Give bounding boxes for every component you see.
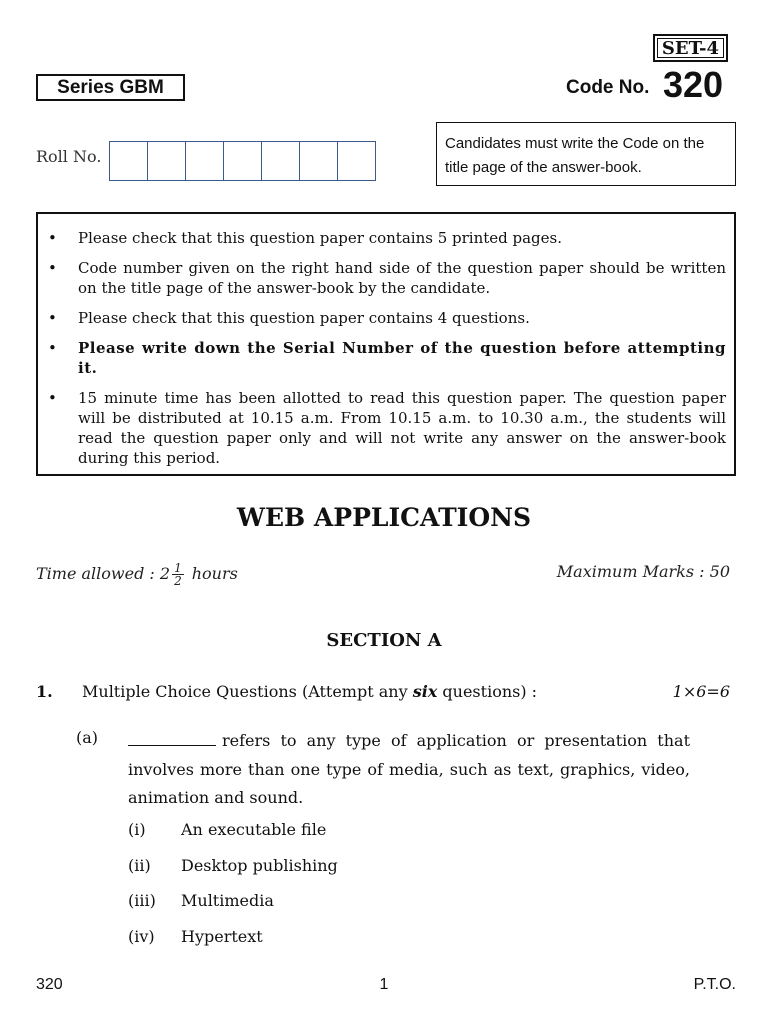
instruction-text: Code number given on the right hand side of the question paper should be written on the title page of the answer-book by the candidate.: [78, 259, 726, 297]
instruction-item: [46, 308, 726, 328]
instruction-text: Please write down the Serial Number of the question before attempting it.: [78, 339, 726, 377]
instructions-box: [36, 212, 736, 476]
roll-cell: [109, 141, 148, 181]
question-text-end: questions) :: [437, 682, 538, 701]
footer-code: 320: [36, 976, 63, 993]
pto-label: P.T.O.: [693, 976, 736, 993]
subquestion-text: [128, 727, 690, 813]
code-label: Code No.: [566, 77, 650, 98]
time-allowed: [36, 562, 238, 587]
option-number: (iv): [128, 927, 155, 946]
bullet: •: [48, 389, 57, 407]
roll-number-boxes: [110, 141, 376, 181]
option-text: Desktop publishing: [181, 856, 338, 875]
set-label: SET-4: [653, 34, 728, 62]
instruction-item: [46, 228, 726, 248]
option-number: (i): [128, 820, 146, 839]
option-number: (ii): [128, 856, 151, 875]
bullet: •: [48, 229, 57, 247]
subquestion-label: (a): [76, 728, 99, 747]
roll-cell: [261, 141, 300, 181]
instruction-item: [46, 388, 726, 468]
roll-cell: [299, 141, 338, 181]
exam-title: WEB APPLICATIONS: [236, 503, 532, 532]
instruction-item: [46, 258, 726, 298]
instructions-list: [46, 228, 726, 468]
page-number: 1: [379, 976, 389, 993]
bullet: •: [48, 339, 57, 357]
question-text-start: Multiple Choice Questions (Attempt any: [82, 682, 413, 701]
roll-cell: [223, 141, 262, 181]
roll-number-label: Roll No.: [36, 147, 102, 166]
instruction-text: Please check that this question paper contains 4 questions.: [78, 309, 530, 327]
fraction-numerator: 1: [174, 561, 182, 575]
subquestion-body: refers to any type of application or presentation that involves more than one type of media, such as text, graphics, video, animation and sound.: [128, 731, 690, 807]
roll-cell: [185, 141, 224, 181]
question-emphasis: six: [412, 682, 438, 701]
instruction-text: Please check that this question paper contains 5 printed pages.: [78, 229, 563, 247]
option-text: Multimedia: [181, 891, 274, 910]
code-value: 320: [663, 64, 724, 105]
series-label: Series GBM: [36, 74, 185, 101]
section-heading: SECTION A: [326, 630, 442, 651]
answer-blank: [128, 732, 216, 746]
time-fraction: [172, 562, 184, 587]
question-marks: 1×6=6: [672, 682, 730, 701]
bullet: •: [48, 259, 57, 277]
bullet: •: [48, 309, 57, 327]
fraction-denominator: 2: [174, 574, 182, 588]
option-text: An executable file: [181, 820, 327, 839]
candidates-note: Candidates must write the Code on the title page of the answer-book.: [436, 122, 736, 186]
question-text: [82, 682, 537, 701]
option-text: Hypertext: [181, 927, 263, 946]
roll-cell: [337, 141, 376, 181]
maximum-marks: Maximum Marks : 50: [556, 562, 730, 581]
time-prefix: Time allowed : 2: [36, 564, 171, 583]
instruction-item: [46, 338, 726, 378]
option-number: (iii): [128, 891, 156, 910]
instruction-text: 15 minute time has been allotted to read this question paper. The question paper will be distributed at 10.15 a.m. From 10.15 a.m. to 10.30 a.m., the students will read the question paper only and will not write any answer on the answer-book during this period.: [78, 389, 726, 467]
question-number: 1.: [36, 682, 53, 701]
time-suffix: hours: [191, 564, 238, 583]
roll-cell: [147, 141, 186, 181]
